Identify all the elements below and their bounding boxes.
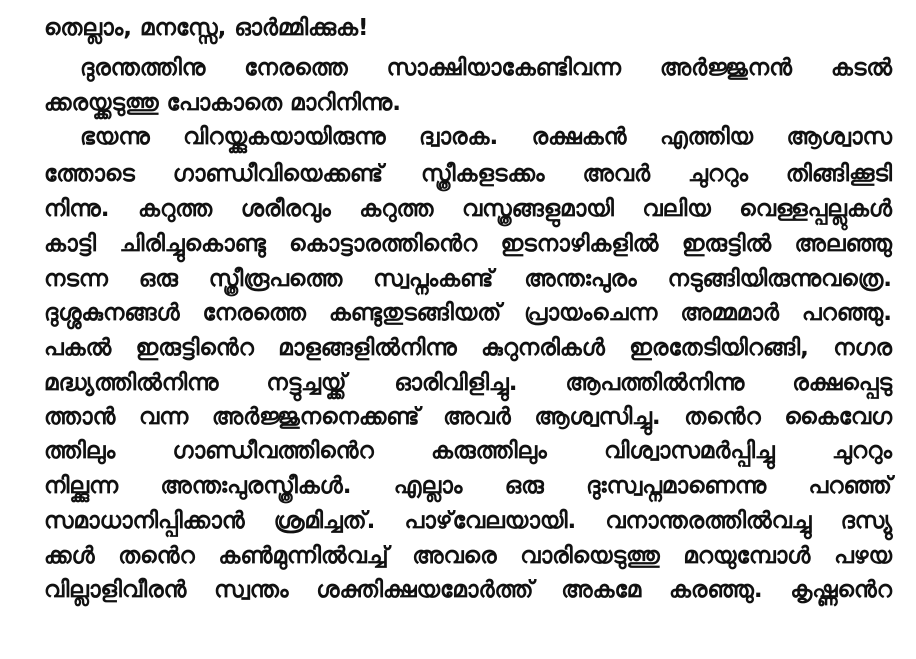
text-line: സമാധാനിപ്പിക്കാൻ ശ്രമിച്ചത്. പാഴ്‌വേലയായി. വനാന്തരത്തിൽവച്ചു ദസ്യു — [44, 508, 892, 534]
text-line: പകൽ ഇരുട്ടിൻെറ മാളങ്ങളിൽനിന്നു കുറുനരികൾ ഇരതേടിയിറങ്ങി, നഗര — [44, 335, 892, 361]
text-line: തെല്ലാം, മനസ്സേ, ഓർമ്മിക്കുക! — [44, 15, 369, 41]
text-line: നടന്ന ഒരു സ്ത്രീരൂപത്തെ സ്വപ്നംകണ്ട് അന്തഃപുരം നടുങ്ങിയിരുന്നുവത്രെ. — [44, 266, 892, 292]
text-line: വില്ലാളിവീരൻ സ്വന്തം ശക്തിക്ഷയമോർത്ത് അകമേ കരഞ്ഞു. കൃഷ്ണൻെറ — [44, 577, 892, 603]
text-line: നില്ക്കുന്ന അന്തഃപുരസ്ത്രീകൾ. എല്ലാം ഒരു ദുഃസ്വപ്നമാണെന്നു പറഞ്ഞ് — [44, 473, 892, 499]
text-line: ത്തോടെ ഗാണ്ഡീവിയെക്കണ്ട് സ്ത്രീകളടക്കം അവർ ചുററും തിങ്ങിക്കൂടി — [44, 161, 892, 187]
text-line: ദുശ്ശകുനങ്ങൾ നേരത്തെ കണ്ടുതുടങ്ങിയത് പ്രായംചെന്ന അമ്മമാർ പറഞ്ഞു. — [44, 300, 892, 326]
paragraph-first-line: ഭയന്നു വിറയ്ക്കുകയായിരുന്നു ദ്വാരക. രക്ഷകൻ എത്തിയ ആശ്വാസ — [80, 124, 892, 150]
text-line: ത്താൻ വന്ന അർജ്ജുനനെക്കണ്ട് അവർ ആശ്വസിച്ചു. തൻെറ കൈവേഗ — [44, 404, 892, 430]
text-line: ത്തിലും ഗാണ്ഡീവത്തിൻെറ കരുത്തിലും വിശ്വാസമർപ്പിച്ചു ചുററും — [44, 438, 892, 464]
text-line: കാട്ടി ചിരിച്ചുകൊണ്ടു കൊട്ടാരത്തിൻെറ ഇടനാഴികളിൽ ഇരുട്ടിൽ അലഞ്ഞു — [44, 231, 892, 257]
text-line: നിന്നു. കറുത്ത ശരീരവും കറുത്ത വസ്ത്രങ്ങളുമായി വലിയ വെള്ളപ്പല്ലുകൾ — [44, 196, 892, 222]
paragraph-first-line: ദുരന്തത്തിനു നേരത്തെ സാക്ഷിയാകേണ്ടിവന്ന അർജ്ജുനൻ കടൽ — [80, 55, 892, 81]
text-line: ക്കരയ്ക്കടുത്തു പോകാതെ മാറിനിന്നു. — [44, 90, 401, 116]
text-line: മദ്ധ്യത്തിൽനിന്നു നട്ടുച്ചയ്ക്ക് ഓരിവിളിച്ചു. ആപത്തിൽനിന്നു രക്ഷപ്പെടു — [44, 370, 892, 396]
text-line: ക്കൾ തൻെറ കൺമുന്നിൽവച്ച് അവരെ വാരിയെടുത്തു മറയുമ്പോൾ പഴയ — [44, 543, 892, 569]
